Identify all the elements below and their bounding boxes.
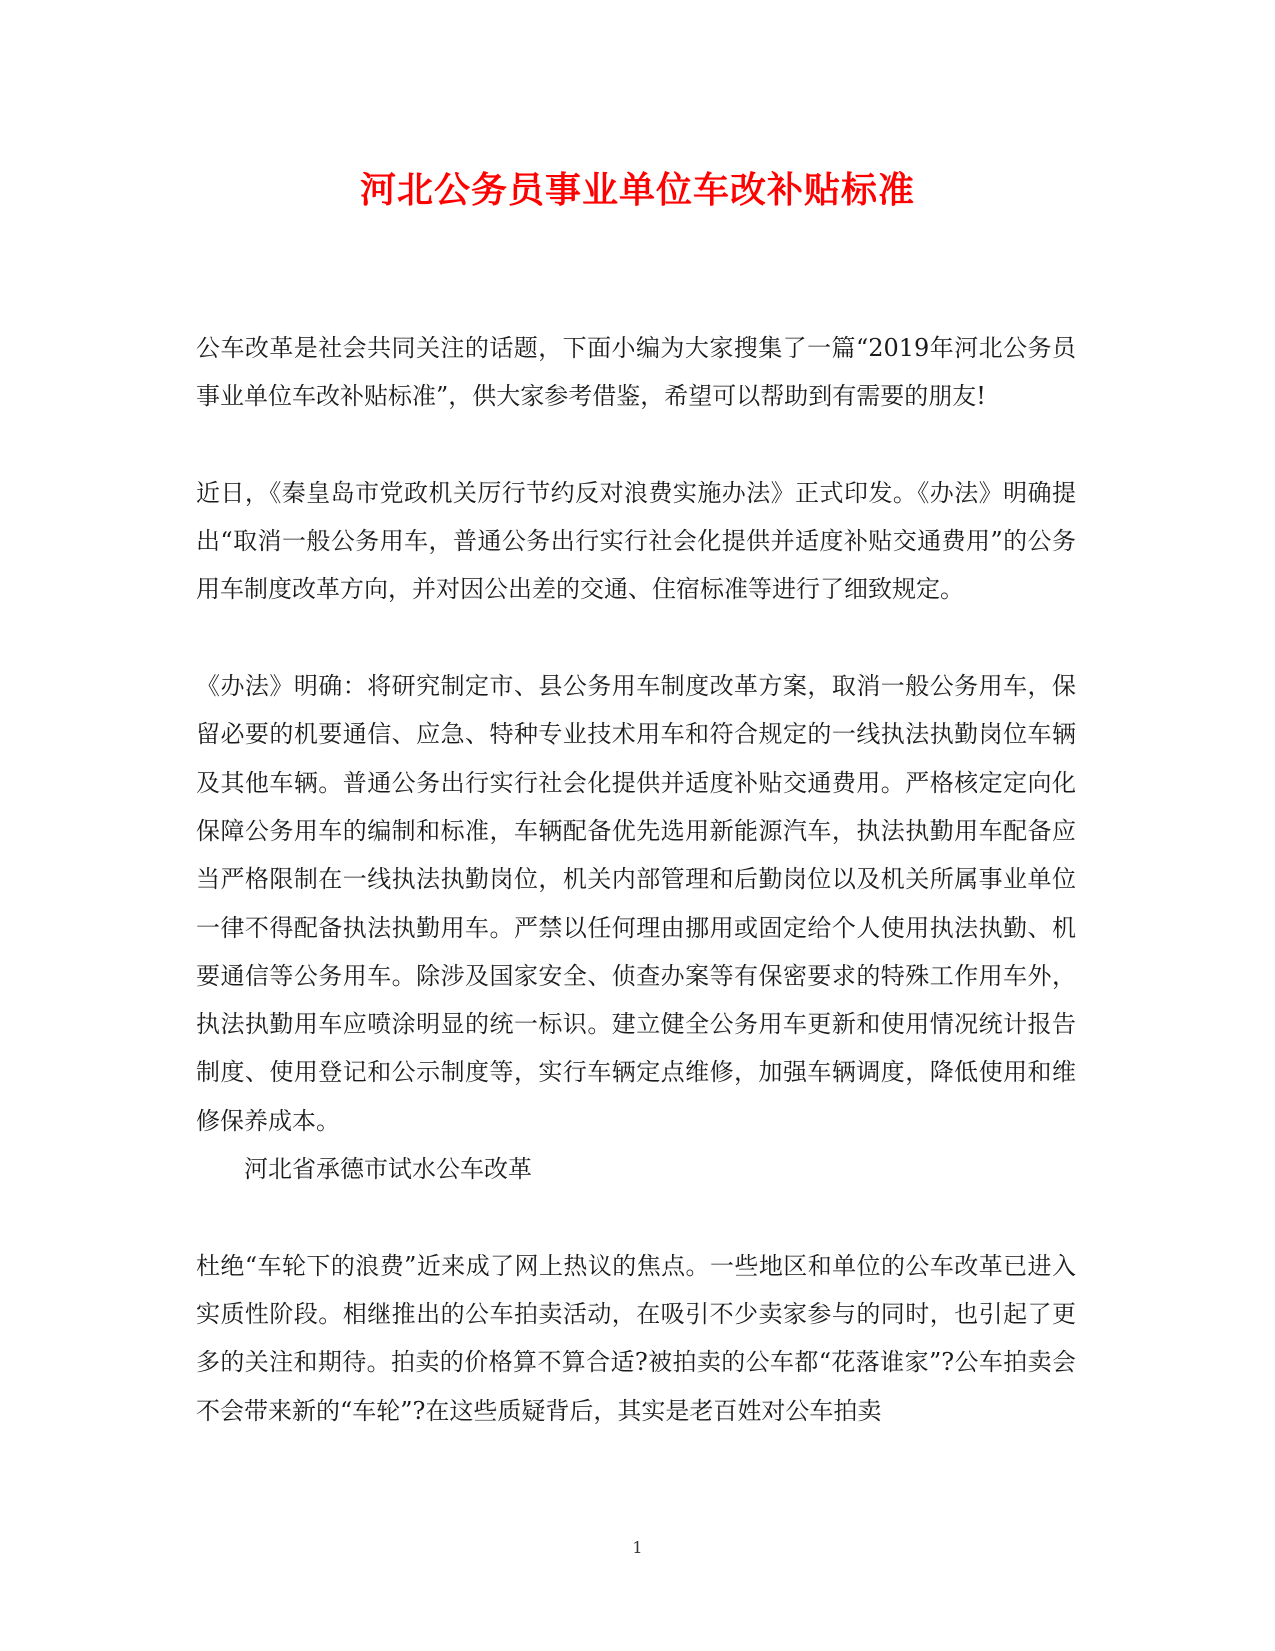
paragraph-spacer: [196, 1193, 1076, 1241]
page-number: 1: [632, 1538, 643, 1557]
announcement-paragraph: 近日，《秦皇岛市党政机关厉行节约反对浪费实施办法》正式印发。《办法》明确提出“取消一般公务用车，普通公务出行实行社会化提供并适度补贴交通费用”的公务用车制度改革方向，并对因公出差的交通、住宿标准等进行了细致规定。: [196, 478, 1076, 604]
paragraph-spacer: [196, 421, 1076, 469]
measures-paragraph: 《办法》明确：将研究制定市、县公务用车制度改革方案，取消一般公务用车，保留必要的机要通信、应急、特种专业技术用车和符合规定的一线执法执勤岗位车辆及其他车辆。普通公务出行实行社会化提供并适度补贴交通费用。严格核定定向化保障公务用车的编制和标准，车辆配备优先选用新能源汽车，执法执勤用车配备应当严格限制在一线执法执勤岗位，机关内部管理和后勤岗位以及机关所属事业单位一律不得配备执法执勤用车。严禁以任何理由挪用或固定给个人使用执法执勤、机要通信等公务用车。除涉及国家安全、侦查办案等有保密要求的特殊工作用车外，执法执勤用车应喷涂明显的统一标识。建立健全公务用车更新和使用情况统计报告制度、使用登记和公示制度等，实行车辆定点维修，加强车辆调度，降低使用和维修保养成本。: [196, 672, 1076, 1135]
section-subheading: 河北省承德市试水公车改革: [244, 1155, 532, 1184]
document-title: 河北公务员事业单位车改补贴标准: [359, 169, 915, 211]
intro-paragraph: 公车改革是社会共同关注的话题，下面小编为大家搜集了一篇“2019年河北公务员事业单位车改补贴标准”，供大家参考借鉴，希望可以帮助到有需要的朋友!: [196, 334, 1076, 411]
document-body: [196, 324, 1076, 1435]
auction-paragraph: 杜绝“车轮下的浪费”近来成了网上热议的焦点。一些地区和单位的公车改革已进入实质性阶段。相继推出的公车拍卖活动，在吸引不少卖家参与的同时，也引起了更多的关注和期待。拍卖的价格算不算合适?被拍卖的公车都“花落谁家”?公车拍卖会不会带来新的“车轮”?在这些质疑背后，其实是老百姓对公车拍卖: [196, 1251, 1076, 1425]
paragraph-spacer: [196, 614, 1076, 662]
